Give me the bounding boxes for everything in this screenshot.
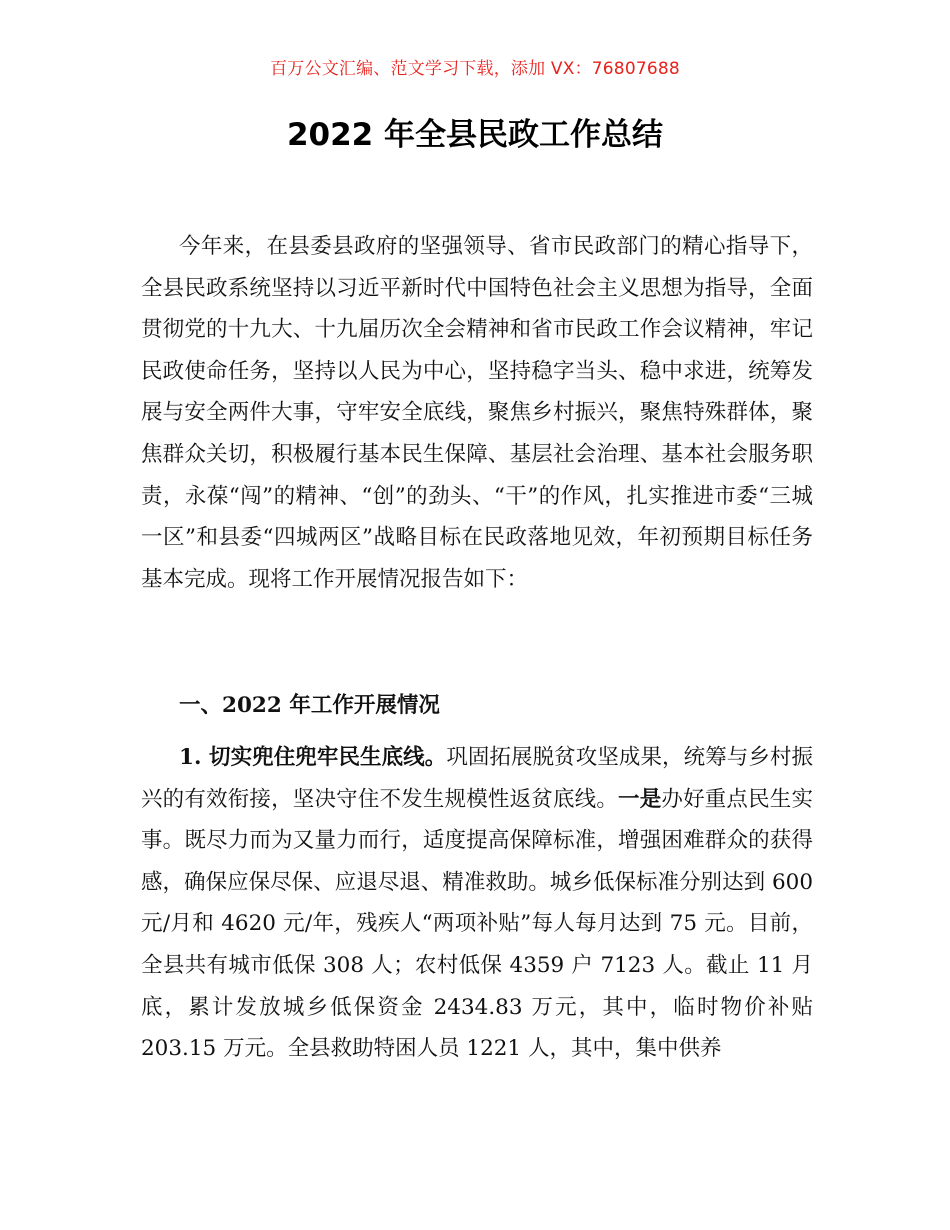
item1-marker: 一是 (618, 786, 662, 812)
item1-paragraph (141, 737, 813, 1070)
promo-banner: 百万公文汇编、范文学习下载，添加 VX：76807688 (270, 59, 680, 79)
intro-text: 今年来，在县委县政府的坚强领导、省市民政部门的精心指导下，全县民政系统坚持以习近平新时代中国特色社会主义思想为指导，全面贯彻党的十九大、十九届历次全会精神和省市民政工作会议精神，牢记民政使命任务，坚持以人民为中心，坚持稳字当头、稳中求进，统筹发展与安全两件大事，守牢安全底线，聚焦乡村振兴，聚焦特殊群体，聚焦群众关切，积极履行基本民生保障、基层社会治理、基本社会服务职责，永葆“闯”的精神、“创”的劲头、“干”的作风，扎实推进市委“三城一区”和县委“四城两区”战略目标在民政落地见效，年初预期目标任务基本完成。现将工作开展情况报告如下： (141, 234, 813, 592)
page-title: 2022 年全县民政工作总结 (286, 117, 664, 153)
intro-paragraph (141, 226, 813, 600)
item1-text-a: 巩固拓展脱贫攻坚成果，统筹与乡村振兴的有效衔接，坚决守住不发生规模性返贫底线。 (141, 745, 813, 812)
item1-text-b: 办好重点民生实事。既尽力而为又量力而行，适度提高保障标准，增强困难群众的获得感，确保应保尽保、应退尽退、精准救助。城乡低保标准分别达到 600 元/月和 4620 元/年，残疾人“两项补贴”每人每月达到 75 元。目前，全县共有城市低保 308 人；农村低保 4359 户 7123 人。截止 11 月底，累计发放城乡低保资金 2434.83 万元，其中，临时物价补贴 203.15 万元。全县救助特困人员 1221 人，其中，集中供养 (141, 786, 813, 1062)
section-heading: 一、2022 年工作开展情况 (179, 693, 440, 718)
item1-lead: 1. 切实兜住兜牢民生底线。 (179, 745, 447, 770)
